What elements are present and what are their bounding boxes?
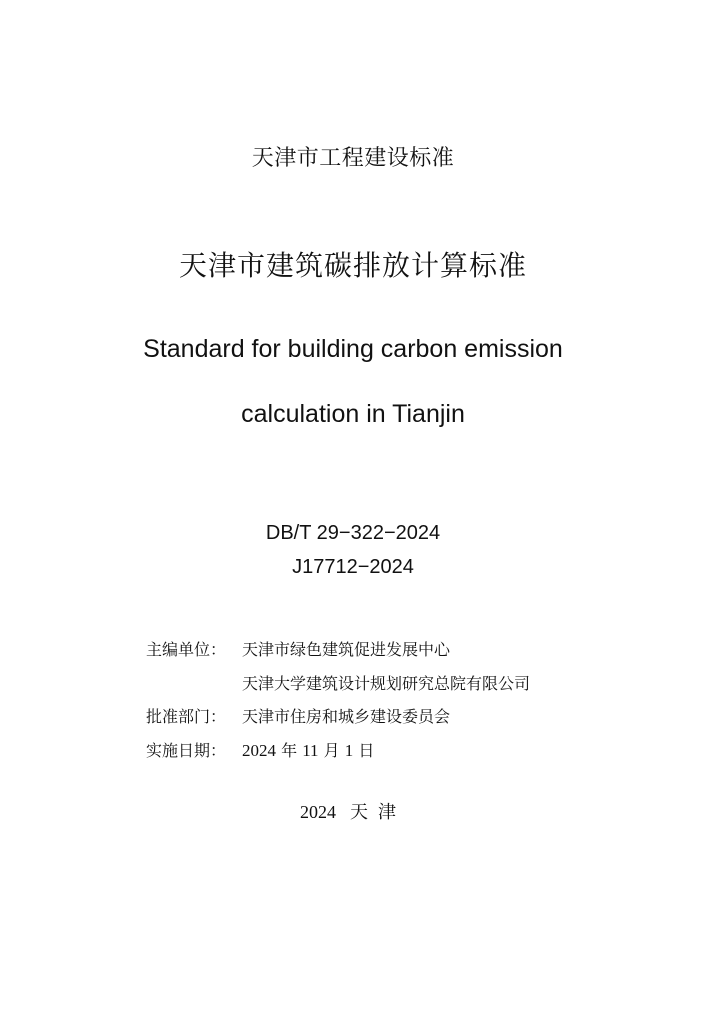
standard-title-english-line-2: calculation in Tianjin: [241, 400, 465, 428]
standard-code-j: J17712−2024: [292, 556, 414, 578]
editor-label-spacer: [146, 667, 242, 701]
approval-department: 天津市住房和城乡建设委员会: [242, 707, 451, 726]
standard-title-chinese: 天津市建筑碳排放计算标准: [178, 249, 527, 282]
series-title: 天津市工程建设标准: [251, 146, 455, 171]
footer-city: 天津: [350, 802, 406, 823]
date-month-unit: 月: [318, 740, 345, 760]
date-day: 1: [344, 740, 354, 760]
editor-row-2: [146, 667, 530, 701]
standard-code-db: DB/T 29−322−2024: [265, 522, 441, 544]
footer-year: 2024: [300, 802, 336, 822]
approval-row: [146, 700, 530, 734]
date-year: 2024: [242, 740, 276, 760]
editor-unit-1: 天津市绿色建筑促进发展中心: [242, 640, 451, 659]
standard-title-english-line-1: Standard for building carbon emission: [143, 335, 563, 363]
editor-label: 主编单位：: [146, 640, 227, 659]
date-day-unit: 日: [353, 740, 375, 760]
date-row: [146, 734, 530, 768]
date-month: 11: [302, 740, 319, 760]
date-label: 实施日期：: [146, 740, 227, 760]
editor-unit-2: 天津大学建筑设计规划研究总院有限公司: [242, 673, 531, 693]
publication-footer: [0, 798, 706, 824]
publication-info: [146, 633, 530, 767]
implementation-date: [242, 734, 374, 768]
approval-label: 批准部门：: [146, 707, 227, 726]
date-year-unit: 年: [276, 740, 303, 760]
editor-row: [146, 633, 530, 667]
